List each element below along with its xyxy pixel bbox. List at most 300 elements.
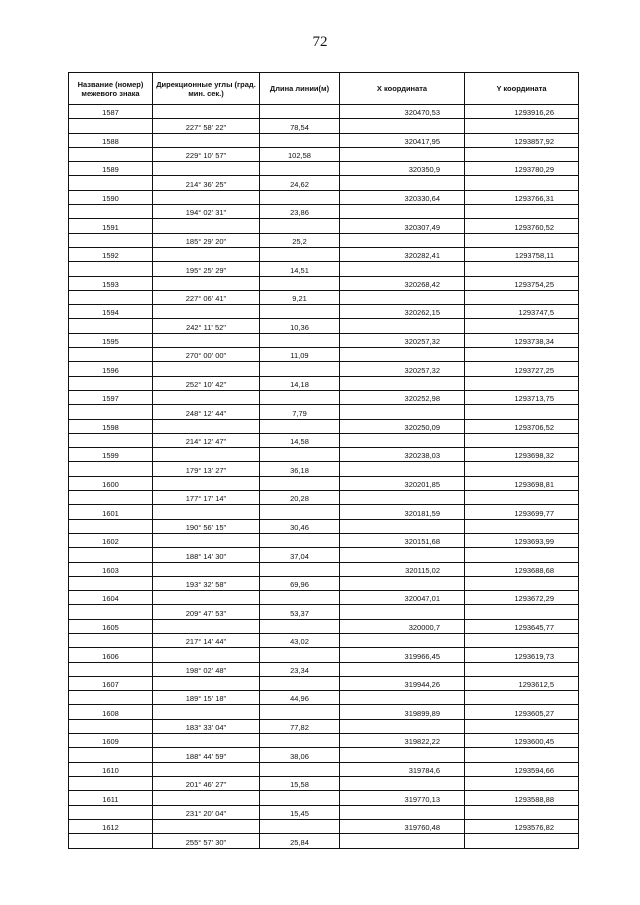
- line-length-cell: [260, 477, 340, 490]
- x-coordinate-cell: [340, 748, 465, 761]
- x-coordinate-cell: [340, 720, 465, 733]
- x-coordinate-cell: [340, 119, 465, 132]
- table-row-point: [69, 763, 578, 777]
- table-row-segment: [69, 291, 578, 305]
- x-coordinate-cell: [340, 434, 465, 447]
- y-coordinate-cell: 1293645,77: [514, 622, 554, 632]
- point-name-cell: 1592: [69, 248, 153, 261]
- y-coordinate-cell: 1293760,52: [514, 222, 554, 232]
- bearing-cell: [153, 448, 260, 461]
- table-row-point: [69, 791, 578, 805]
- y-coordinate-cell: [465, 834, 578, 848]
- header-line-length: Длина линии(м): [260, 73, 340, 104]
- bearing-cell: [153, 705, 260, 718]
- y-coordinate-cell: 1293588,88: [514, 794, 554, 804]
- y-coordinate-cell: [465, 462, 578, 475]
- x-coordinate-cell: 320115,02: [340, 563, 465, 576]
- x-coordinate-cell: [340, 605, 465, 618]
- bearing-cell: 229° 10' 57": [153, 148, 260, 161]
- y-coordinate-cell: 1293747,5: [518, 308, 554, 318]
- table-row-point: [69, 705, 578, 719]
- x-coordinate-cell: 320307,49: [340, 219, 465, 232]
- x-coordinate-cell: [340, 663, 465, 676]
- x-coordinate-cell: 320262,15: [340, 305, 465, 318]
- point-name-cell: 1609: [69, 734, 153, 747]
- x-coordinate-cell: 319944,26: [340, 677, 465, 690]
- line-length-cell: [260, 277, 340, 290]
- header-point-name: Название (номер) межевого знака: [69, 73, 153, 104]
- line-length-cell: [260, 362, 340, 375]
- point-name-cell: [69, 577, 153, 590]
- table-row-point: [69, 591, 578, 605]
- y-coordinate-cell: [465, 377, 578, 390]
- bearing-cell: [153, 477, 260, 490]
- y-coordinate-cell: 1293594,66: [514, 765, 554, 775]
- table-row-segment: [69, 520, 578, 534]
- point-name-cell: [69, 491, 153, 504]
- bearing-cell: [153, 620, 260, 633]
- bearing-cell: [153, 248, 260, 261]
- bearing-cell: [153, 219, 260, 232]
- x-coordinate-cell: 320268,42: [340, 277, 465, 290]
- line-length-cell: [260, 334, 340, 347]
- y-coordinate-cell: [465, 691, 578, 704]
- x-coordinate-cell: 320151,68: [340, 534, 465, 547]
- table-row-point: [69, 505, 578, 519]
- line-length-cell: [260, 305, 340, 318]
- point-name-cell: [69, 148, 153, 161]
- bearing-cell: 214° 36' 25": [153, 176, 260, 189]
- point-name-cell: 1607: [69, 677, 153, 690]
- table-row-point: [69, 677, 578, 691]
- header-y-coordinate: Y координата: [496, 84, 547, 93]
- table-row-point: [69, 391, 578, 405]
- y-coordinate-cell: [465, 577, 578, 590]
- bearing-cell: 217° 14' 44": [153, 634, 260, 647]
- line-length-cell: [260, 134, 340, 147]
- line-length-cell: 10,36: [260, 319, 340, 332]
- x-coordinate-cell: 319822,22: [340, 734, 465, 747]
- point-name-cell: 1603: [69, 563, 153, 576]
- table-row-point: [69, 162, 578, 176]
- bearing-cell: [153, 763, 260, 776]
- y-coordinate-cell: 1293754,25: [514, 279, 554, 289]
- y-coordinate-cell: 1293672,29: [514, 594, 554, 604]
- y-coordinate-cell: 1293600,45: [514, 737, 554, 747]
- table-row-point: [69, 820, 578, 834]
- point-name-cell: 1589: [69, 162, 153, 175]
- point-name-cell: [69, 634, 153, 647]
- line-length-cell: 15,58: [260, 777, 340, 790]
- x-coordinate-cell: [340, 548, 465, 561]
- table-row-segment: [69, 834, 578, 848]
- point-name-cell: 1587: [69, 105, 153, 118]
- y-coordinate-cell: [465, 806, 578, 819]
- y-coordinate-cell: 1293916,26: [514, 108, 554, 118]
- bearing-cell: 242° 11' 52": [153, 319, 260, 332]
- y-coordinate-cell: 1293605,27: [514, 708, 554, 718]
- table-row-segment: [69, 548, 578, 562]
- line-length-cell: 7,79: [260, 405, 340, 418]
- bearing-cell: 185° 29' 20": [153, 234, 260, 247]
- table-row-point: [69, 534, 578, 548]
- y-coordinate-cell: 1293780,29: [514, 165, 554, 175]
- line-length-cell: 69,96: [260, 577, 340, 590]
- line-length-cell: [260, 677, 340, 690]
- bearing-cell: 227° 58' 22": [153, 119, 260, 132]
- x-coordinate-cell: 320000,7: [340, 620, 465, 633]
- x-coordinate-cell: 320252,98: [340, 391, 465, 404]
- table-row-segment: [69, 748, 578, 762]
- bearing-cell: [153, 362, 260, 375]
- bearing-cell: [153, 277, 260, 290]
- x-coordinate-cell: 320257,32: [340, 362, 465, 375]
- coordinates-table: [68, 72, 579, 849]
- bearing-cell: [153, 334, 260, 347]
- y-coordinate-cell: 1293698,81: [514, 480, 554, 490]
- table-row-segment: [69, 634, 578, 648]
- point-name-cell: [69, 691, 153, 704]
- y-coordinate-cell: [465, 748, 578, 761]
- x-coordinate-cell: 320181,59: [340, 505, 465, 518]
- x-coordinate-cell: [340, 234, 465, 247]
- line-length-cell: [260, 162, 340, 175]
- y-coordinate-cell: [465, 605, 578, 618]
- bearing-cell: 188° 44' 59": [153, 748, 260, 761]
- table-row-segment: [69, 205, 578, 219]
- x-coordinate-cell: [340, 377, 465, 390]
- line-length-cell: 36,18: [260, 462, 340, 475]
- bearing-cell: 248° 12' 44": [153, 405, 260, 418]
- y-coordinate-cell: 1293612,5: [518, 680, 554, 690]
- table-row-point: [69, 477, 578, 491]
- y-coordinate-cell: 1293727,25: [514, 365, 554, 375]
- line-length-cell: [260, 763, 340, 776]
- y-coordinate-cell: 1293713,75: [514, 394, 554, 404]
- line-length-cell: [260, 191, 340, 204]
- y-coordinate-cell: 1293738,34: [514, 337, 554, 347]
- bearing-cell: [153, 391, 260, 404]
- table-row-point: [69, 620, 578, 634]
- y-coordinate-cell: [465, 548, 578, 561]
- bearing-cell: [153, 505, 260, 518]
- line-length-cell: 11,09: [260, 348, 340, 361]
- y-coordinate-cell: 1293699,77: [514, 508, 554, 518]
- table-row-segment: [69, 663, 578, 677]
- line-length-cell: [260, 505, 340, 518]
- x-coordinate-cell: [340, 777, 465, 790]
- x-coordinate-cell: 320257,32: [340, 334, 465, 347]
- x-coordinate-cell: 319966,45: [340, 648, 465, 661]
- bearing-cell: [153, 648, 260, 661]
- x-coordinate-cell: [340, 291, 465, 304]
- line-length-cell: [260, 448, 340, 461]
- x-coordinate-cell: 320330,64: [340, 191, 465, 204]
- line-length-cell: 23,34: [260, 663, 340, 676]
- header-bearing: Дирекционные углы (град. мин. сек.): [153, 73, 260, 104]
- bearing-cell: 209° 47' 53": [153, 605, 260, 618]
- x-coordinate-cell: 320047,01: [340, 591, 465, 604]
- x-coordinate-cell: [340, 176, 465, 189]
- x-coordinate-cell: [340, 148, 465, 161]
- bearing-cell: 193° 32' 58": [153, 577, 260, 590]
- x-coordinate-cell: [340, 634, 465, 647]
- table-row-point: [69, 219, 578, 233]
- table-row-segment: [69, 348, 578, 362]
- y-coordinate-cell: [465, 234, 578, 247]
- table-row-point: [69, 648, 578, 662]
- x-coordinate-cell: 320350,9: [340, 162, 465, 175]
- bearing-cell: 183° 33' 04": [153, 720, 260, 733]
- line-length-cell: 25,84: [260, 834, 340, 848]
- point-name-cell: 1610: [69, 763, 153, 776]
- y-coordinate-cell: 1293619,73: [514, 651, 554, 661]
- point-name-cell: [69, 119, 153, 132]
- table-row-segment: [69, 777, 578, 791]
- line-length-cell: [260, 219, 340, 232]
- x-coordinate-cell: [340, 691, 465, 704]
- point-name-cell: 1591: [69, 219, 153, 232]
- point-name-cell: [69, 605, 153, 618]
- point-name-cell: 1595: [69, 334, 153, 347]
- line-length-cell: 25,2: [260, 234, 340, 247]
- bearing-cell: 188° 14' 30": [153, 548, 260, 561]
- line-length-cell: [260, 648, 340, 661]
- y-coordinate-cell: [465, 291, 578, 304]
- x-coordinate-cell: [340, 205, 465, 218]
- line-length-cell: 38,06: [260, 748, 340, 761]
- x-coordinate-cell: 319784,6: [340, 763, 465, 776]
- point-name-cell: 1600: [69, 477, 153, 490]
- line-length-cell: [260, 820, 340, 833]
- x-coordinate-cell: 319899,89: [340, 705, 465, 718]
- bearing-cell: [153, 563, 260, 576]
- point-name-cell: 1608: [69, 705, 153, 718]
- table-row-segment: [69, 691, 578, 705]
- bearing-cell: [153, 820, 260, 833]
- line-length-cell: [260, 105, 340, 118]
- point-name-cell: 1597: [69, 391, 153, 404]
- x-coordinate-cell: 320417,95: [340, 134, 465, 147]
- bearing-cell: [153, 791, 260, 804]
- point-name-cell: 1606: [69, 648, 153, 661]
- point-name-cell: 1594: [69, 305, 153, 318]
- table-row-segment: [69, 119, 578, 133]
- bearing-cell: 177° 17' 14": [153, 491, 260, 504]
- x-coordinate-cell: [340, 834, 465, 848]
- x-coordinate-cell: [340, 319, 465, 332]
- line-length-cell: 14,58: [260, 434, 340, 447]
- line-length-cell: 9,21: [260, 291, 340, 304]
- table-row-segment: [69, 405, 578, 419]
- y-coordinate-cell: [465, 491, 578, 504]
- line-length-cell: 15,45: [260, 806, 340, 819]
- bearing-cell: 194° 02' 31": [153, 205, 260, 218]
- table-row-segment: [69, 577, 578, 591]
- table-row-point: [69, 248, 578, 262]
- bearing-cell: [153, 105, 260, 118]
- x-coordinate-cell: [340, 405, 465, 418]
- bearing-cell: 190° 56' 15": [153, 520, 260, 533]
- table-row-segment: [69, 434, 578, 448]
- line-length-cell: [260, 248, 340, 261]
- point-name-cell: 1596: [69, 362, 153, 375]
- point-name-cell: [69, 777, 153, 790]
- point-name-cell: 1588: [69, 134, 153, 147]
- point-name-cell: [69, 319, 153, 332]
- table-body: [69, 105, 578, 848]
- point-name-cell: [69, 234, 153, 247]
- point-name-cell: [69, 205, 153, 218]
- header-x-coordinate: X координата: [340, 73, 465, 104]
- point-name-cell: [69, 806, 153, 819]
- bearing-cell: [153, 305, 260, 318]
- point-name-cell: [69, 262, 153, 275]
- y-coordinate-cell: [465, 319, 578, 332]
- y-coordinate-cell: 1293576,82: [514, 823, 554, 833]
- table-row-point: [69, 362, 578, 376]
- point-name-cell: [69, 748, 153, 761]
- line-length-cell: [260, 391, 340, 404]
- bearing-cell: 255° 57' 30": [153, 834, 260, 848]
- point-name-cell: [69, 377, 153, 390]
- table-row-segment: [69, 491, 578, 505]
- line-length-cell: 43,02: [260, 634, 340, 647]
- bearing-cell: 179° 13' 27": [153, 462, 260, 475]
- table-header: [69, 73, 578, 105]
- x-coordinate-cell: 320470,53: [340, 105, 465, 118]
- table-row-point: [69, 105, 578, 119]
- table-row-point: [69, 448, 578, 462]
- x-coordinate-cell: 320201,85: [340, 477, 465, 490]
- y-coordinate-cell: 1293698,32: [514, 451, 554, 461]
- y-coordinate-cell: 1293693,99: [514, 537, 554, 547]
- point-name-cell: [69, 291, 153, 304]
- y-coordinate-cell: 1293758,11: [514, 251, 554, 261]
- point-name-cell: 1611: [69, 791, 153, 804]
- x-coordinate-cell: 319760,48: [340, 820, 465, 833]
- y-coordinate-cell: [465, 262, 578, 275]
- table-row-point: [69, 305, 578, 319]
- point-name-cell: [69, 520, 153, 533]
- point-name-cell: [69, 405, 153, 418]
- y-coordinate-cell: [465, 434, 578, 447]
- y-coordinate-cell: [465, 119, 578, 132]
- line-length-cell: 44,96: [260, 691, 340, 704]
- y-coordinate-cell: [465, 205, 578, 218]
- y-coordinate-cell: 1293857,92: [514, 136, 554, 146]
- x-coordinate-cell: 320250,09: [340, 420, 465, 433]
- bearing-cell: [153, 134, 260, 147]
- bearing-cell: [153, 191, 260, 204]
- bearing-cell: 227° 06' 41": [153, 291, 260, 304]
- point-name-cell: 1593: [69, 277, 153, 290]
- y-coordinate-cell: [465, 777, 578, 790]
- table-row-segment: [69, 806, 578, 820]
- point-name-cell: 1604: [69, 591, 153, 604]
- bearing-cell: [153, 677, 260, 690]
- line-length-cell: 37,04: [260, 548, 340, 561]
- table-row-segment: [69, 720, 578, 734]
- y-coordinate-cell: 1293688,68: [514, 565, 554, 575]
- point-name-cell: [69, 663, 153, 676]
- y-coordinate-cell: 1293766,31: [514, 194, 554, 204]
- y-coordinate-cell: [465, 348, 578, 361]
- table-row-segment: [69, 462, 578, 476]
- bearing-cell: [153, 420, 260, 433]
- x-coordinate-cell: 320238,03: [340, 448, 465, 461]
- table-row-point: [69, 334, 578, 348]
- table-row-point: [69, 191, 578, 205]
- point-name-cell: [69, 462, 153, 475]
- point-name-cell: [69, 434, 153, 447]
- bearing-cell: 231° 20' 04": [153, 806, 260, 819]
- line-length-cell: 14,51: [260, 262, 340, 275]
- point-name-cell: 1602: [69, 534, 153, 547]
- point-name-cell: 1612: [69, 820, 153, 833]
- line-length-cell: [260, 705, 340, 718]
- table-row-point: [69, 563, 578, 577]
- y-coordinate-cell: [465, 176, 578, 189]
- line-length-cell: 102,58: [260, 148, 340, 161]
- line-length-cell: 24,62: [260, 176, 340, 189]
- bearing-cell: [153, 162, 260, 175]
- bearing-cell: [153, 734, 260, 747]
- point-name-cell: [69, 834, 153, 848]
- y-coordinate-cell: [465, 634, 578, 647]
- line-length-cell: [260, 734, 340, 747]
- point-name-cell: 1601: [69, 505, 153, 518]
- point-name-cell: 1599: [69, 448, 153, 461]
- y-coordinate-cell: [465, 520, 578, 533]
- x-coordinate-cell: [340, 348, 465, 361]
- line-length-cell: [260, 534, 340, 547]
- line-length-cell: 77,82: [260, 720, 340, 733]
- scan-margin-mark: [0, 350, 2, 580]
- y-coordinate-cell: [465, 148, 578, 161]
- line-length-cell: [260, 791, 340, 804]
- bearing-cell: 198° 02' 48": [153, 663, 260, 676]
- table-row-segment: [69, 262, 578, 276]
- bearing-cell: [153, 591, 260, 604]
- table-row-segment: [69, 605, 578, 619]
- x-coordinate-cell: [340, 491, 465, 504]
- table-row-point: [69, 277, 578, 291]
- bearing-cell: [153, 534, 260, 547]
- table-row-point: [69, 420, 578, 434]
- point-name-cell: 1590: [69, 191, 153, 204]
- bearing-cell: 214° 12' 47": [153, 434, 260, 447]
- line-length-cell: [260, 563, 340, 576]
- y-coordinate-cell: [465, 720, 578, 733]
- bearing-cell: 270° 00' 00": [153, 348, 260, 361]
- x-coordinate-cell: [340, 262, 465, 275]
- line-length-cell: 14,18: [260, 377, 340, 390]
- x-coordinate-cell: 320282,41: [340, 248, 465, 261]
- table-row-segment: [69, 234, 578, 248]
- y-coordinate-cell: [465, 663, 578, 676]
- x-coordinate-cell: [340, 520, 465, 533]
- point-name-cell: [69, 720, 153, 733]
- line-length-cell: 53,37: [260, 605, 340, 618]
- y-coordinate-cell: [465, 405, 578, 418]
- x-coordinate-cell: [340, 577, 465, 590]
- table-row-point: [69, 734, 578, 748]
- line-length-cell: [260, 620, 340, 633]
- page-number: 72: [312, 34, 328, 50]
- point-name-cell: 1605: [69, 620, 153, 633]
- bearing-cell: 195° 25' 29": [153, 262, 260, 275]
